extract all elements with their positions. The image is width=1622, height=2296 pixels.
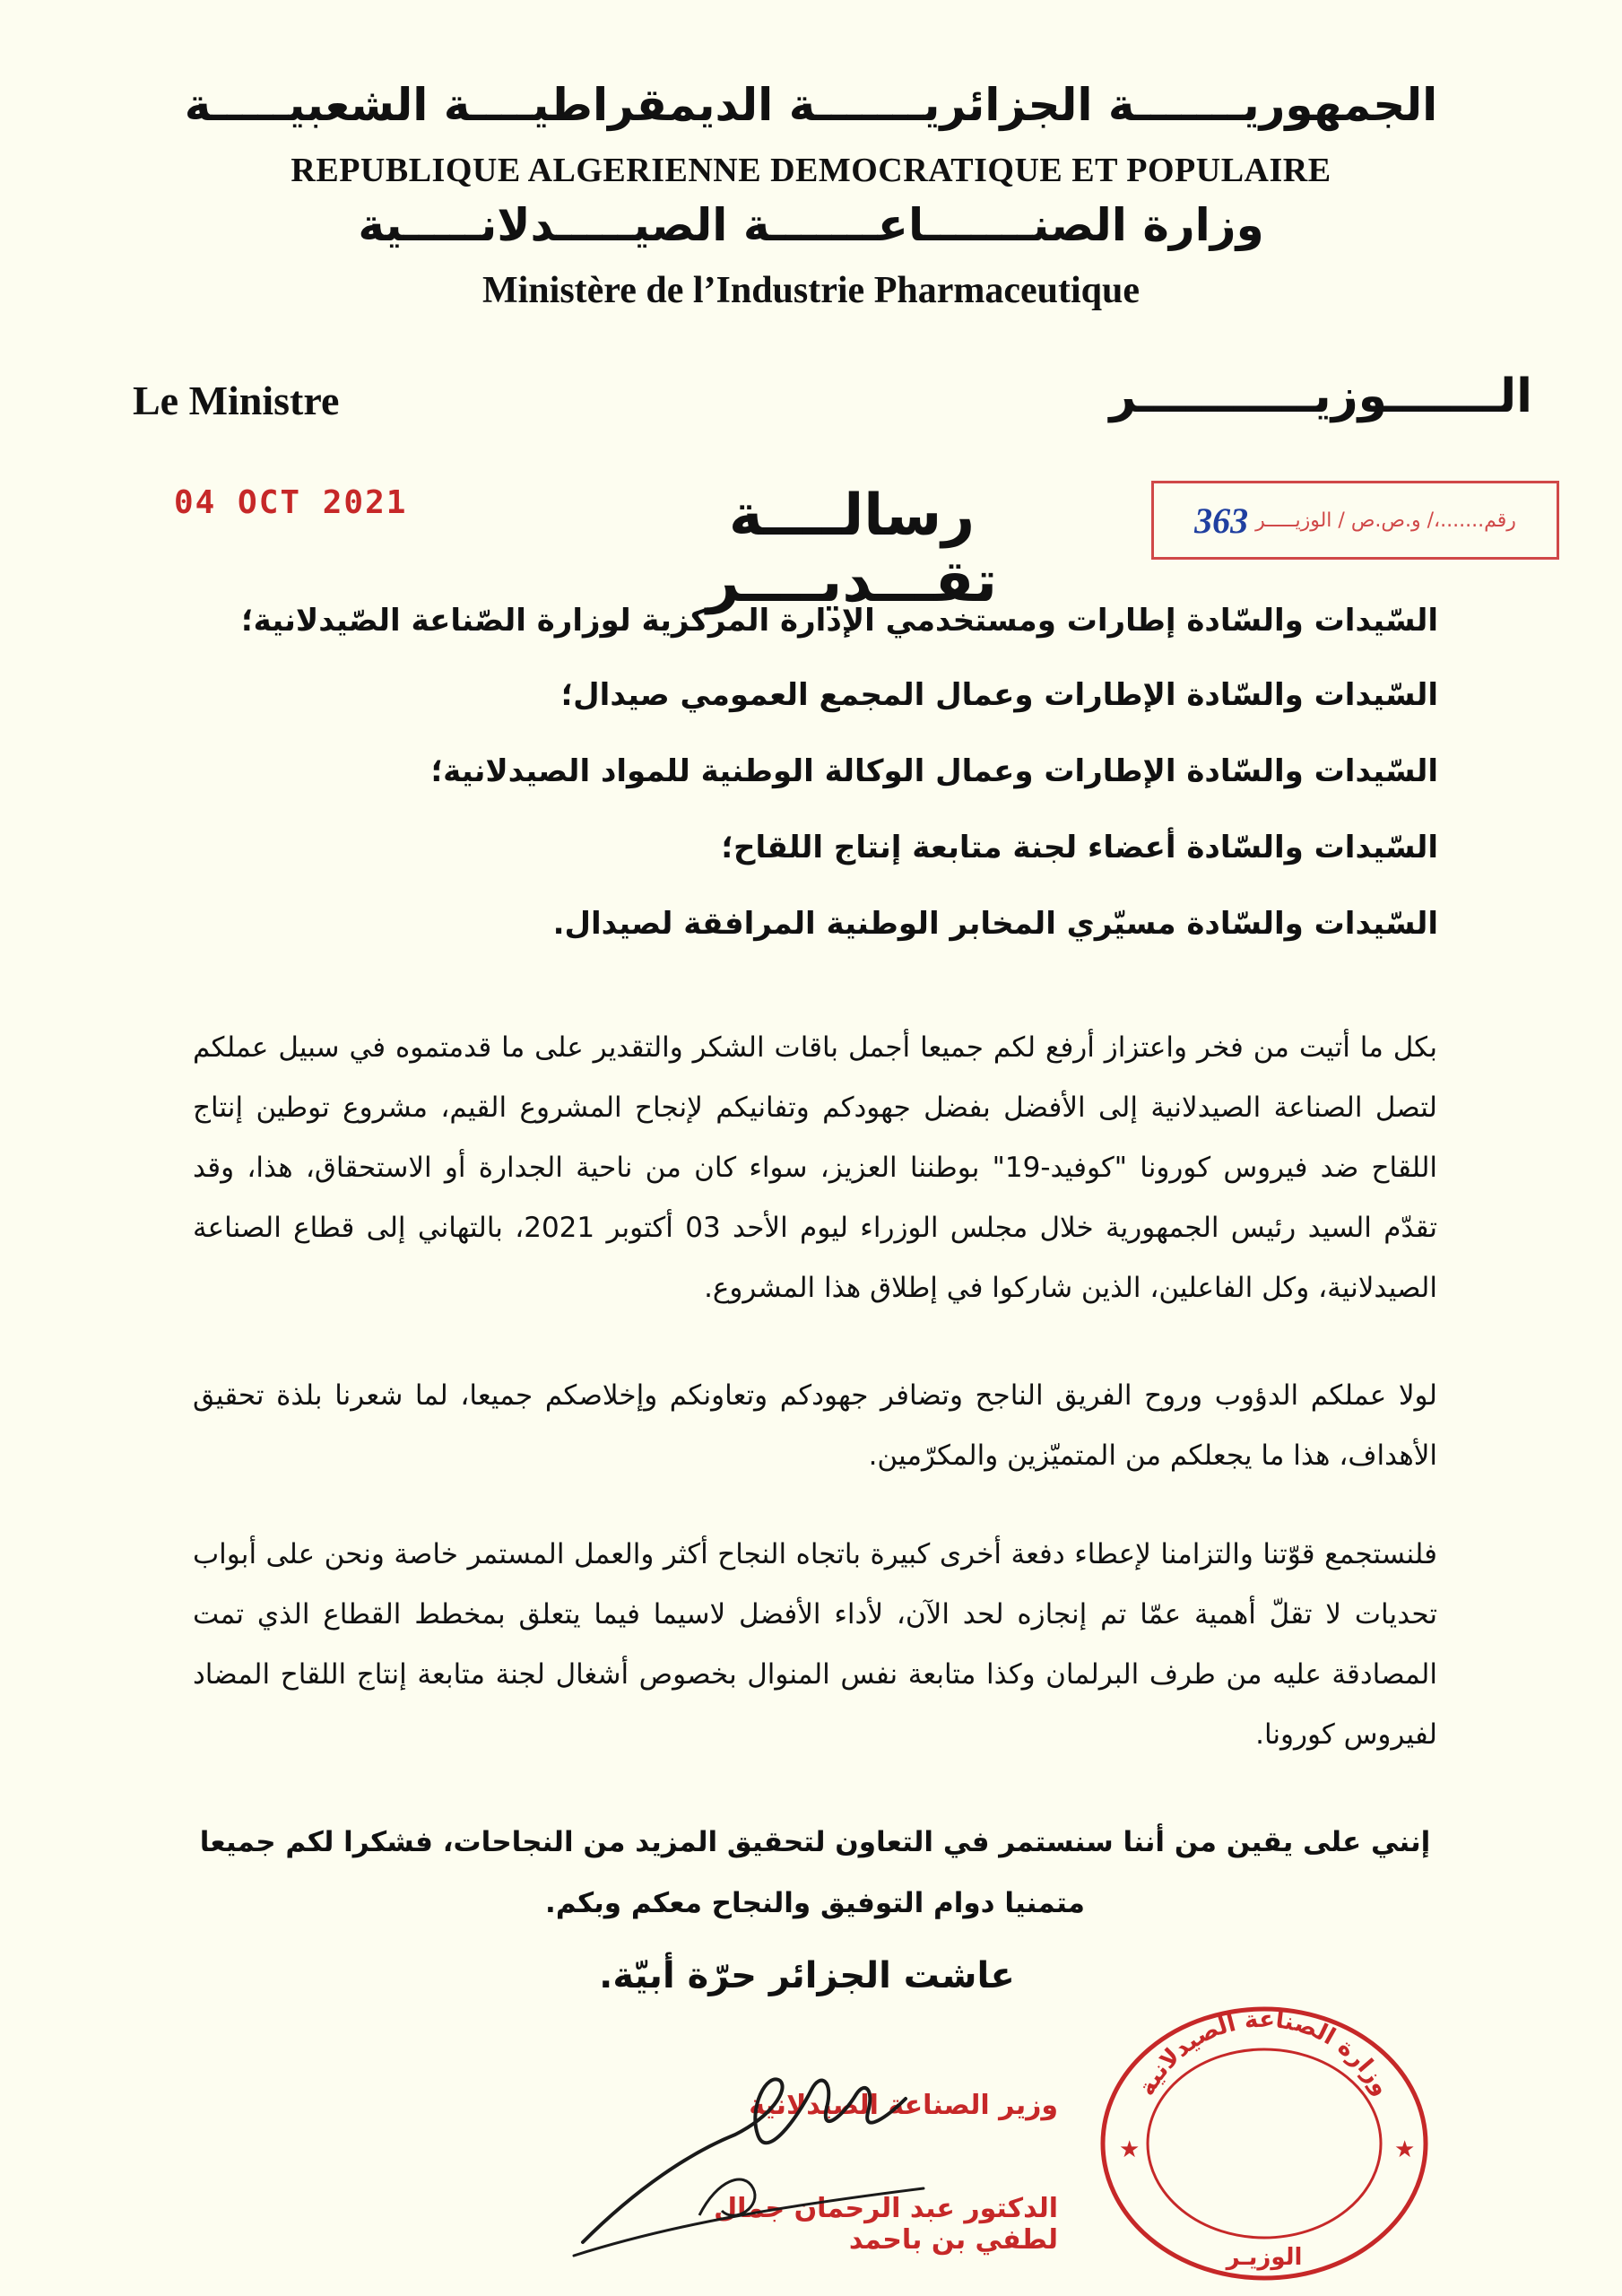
reference-stamp [1151,481,1559,560]
addressee-line: السّيدات والسّادة الإطارات وعمال المجمع العمومي صيدال؛ [560,677,1438,713]
closing-line: متمنيا دوام التوفيق والنجاح معكم وبكم. [545,1887,1085,1919]
reference-label: رقم.......،/ و.ص.ص / الوزيـــــر [1255,509,1516,532]
republic-title-ar: الجمهوريـــــــة الجزائريـــــــة الديمقراطيــــة الشعبيـــــة [184,79,1438,131]
minister-label-ar: الـــــــوزيـــــــــــر [1109,370,1532,423]
seal-text: وزارة الصناعة الصيدلانية [1132,2005,1396,2100]
addressee-line: السّيدات والسّادة الإطارات وعمال الوكالة الوطنية للمواد الصيدلانية؛ [430,753,1438,789]
letter-title: رسالــــة تقـــديــــر [706,483,998,615]
body-paragraph: لولا عملكم الدؤوب وروح الفريق الناجح وتضافر جهودكم وتعاونكم وإخلاصكم جميعا، لما شعرنا بلذة تحقيق الأهداف، هذا ما يجعلكم من المتميّزين والمكرّمين. [193,1379,1437,1472]
addressee-line: السّيدات والسّادة إطارات ومستخدمي الإدارة المركزية لوزارة الصّناعة الصّيدلانية؛ [241,603,1438,639]
ministry-title-fr: Ministère de l’Industrie Pharmaceutique [482,270,1140,311]
star-icon: ★ [1119,2136,1141,2163]
signatory-title: وزير الصناعة الصيدلانية [749,2090,1058,2121]
closing-line: إنني على يقين من أننا سنستمر في التعاون لتحقيق المزيد من النجاحات، فشكرا لكم جميعا [199,1826,1431,1858]
republic-title-fr: REPUBLIQUE ALGERIENNE DEMOCRATIQUE ET POPULAIRE [291,152,1331,189]
ministry-title-ar: وزارة الصنـــــــاعـــــــة الصيـــــدلانـــــية [358,199,1264,251]
handwritten-signature [565,2054,941,2260]
minister-label-fr: Le Ministre [133,378,340,423]
star-icon: ★ [1394,2136,1416,2163]
official-seal [1085,1982,1444,2287]
body-paragraph: بكل ما أتيت من فخر واعتزاز أرفع لكم جميعا أجمل باقات الشكر والتقدير على ما قدمتموه في سبيل عملكم لتصل الصناعة الصيدلانية إلى الأفضل بفضل جهودكم وتفانيكم لإنجاح المشروع القيم، مشروع توطين إنتاج اللقاح ضد فيروس كورونا "كوفيد-19" بوطننا العزيز، سواء كان من ناحية الجدارة أو الاستحقاق، هذا، وقد تقدّم السيد رئيس الجمهورية خلال مجلس الوزراء ليوم الأحد 03 أكتوبر 2021، بالتهاني إلى قطاع الصناعة الصيدلانية، وكل الفاعلين، الذين شاركوا في إطلاق هذا المشروع. [193,1031,1438,1304]
addressee-line: السّيدات والسّادة أعضاء لجنة متابعة إنتاج اللقاح؛ [721,830,1438,865]
body-paragraph: فلنستجمع قوّتنا والتزامنا لإعطاء دفعة أخرى كبيرة باتجاه النجاح أكثر والعمل المستمر خاصة ونحن على أبواب تحديات لا تقلّ أهمية عمّا تم إنجازه لحد الآن، لأداء الأفضل لاسيما فيما يتعلق بمخطط القطاع الذي تمت المصادقة عليه من طرف البرلمان وكذا متابعة نفس المنوال بخصوص أشغال لجنة متابعة إنتاج اللقاح المضاد لفيروس كورونا. [193,1538,1437,1751]
addressee-line: السّيدات والسّادة مسيّري المخابر الوطنية المرافقة لصيدال. [552,906,1438,942]
date-stamp: 04 OCT 2021 [174,484,408,521]
long-live-algeria: عاشت الجزائر حرّة أبيّة. [599,1955,1015,1996]
reference-number: 363 [1194,500,1249,541]
signatory-name: الدكتور عبد الرحمان جمال لطفي بن باحمد [714,2193,1058,2256]
seal-bottom-text: الوزيـر [1226,2244,1303,2271]
